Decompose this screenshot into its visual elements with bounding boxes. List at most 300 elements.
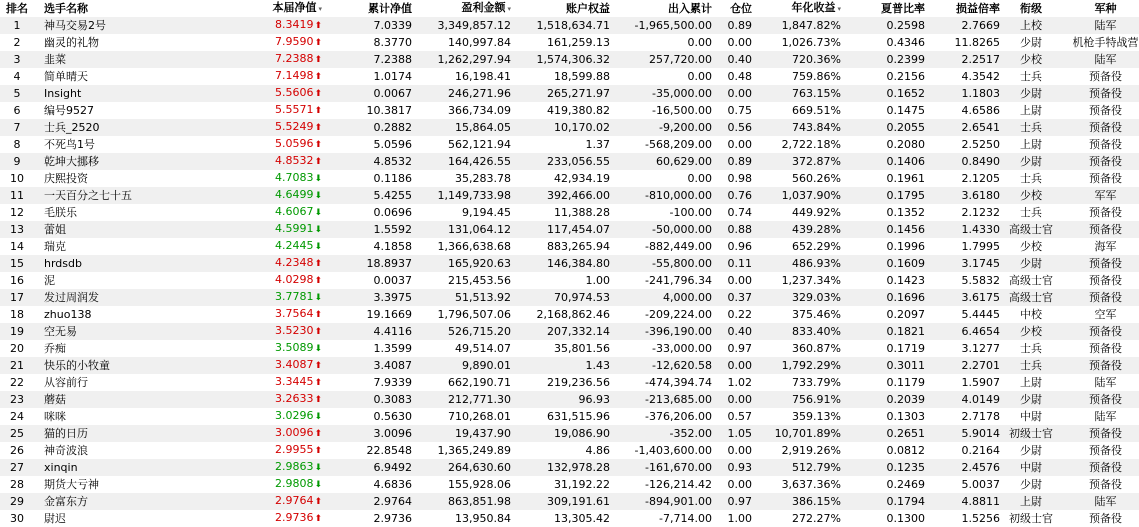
annual-return-cell: 329.03% <box>752 289 841 306</box>
header-rank <box>0 0 34 17</box>
sharpe-cell: 0.4346 <box>841 34 925 51</box>
player-name-cell[interactable]: 神马交易2号 <box>34 17 210 34</box>
position-cell: 0.00 <box>712 34 752 51</box>
branch-cell: 预备役 <box>1062 459 1139 476</box>
annual-return-cell: 2,919.26% <box>752 442 841 459</box>
table-row <box>0 459 1139 476</box>
arrow-up-icon: ⬆ <box>314 514 322 524</box>
annual-return-cell: 359.13% <box>752 408 841 425</box>
player-name-cell[interactable]: 士兵_2520 <box>34 119 210 136</box>
inout-cell: -12,620.58 <box>610 357 712 374</box>
profit-cell: 13,950.84 <box>412 510 511 527</box>
annual-return-cell: 652.29% <box>752 238 841 255</box>
sharpe-cell: 0.1456 <box>841 221 925 238</box>
nav-value: 4.5991 <box>274 222 314 235</box>
profit-cell: 863,851.98 <box>412 493 511 510</box>
rank-title-cell: 少尉 <box>1000 255 1062 272</box>
nav-cell <box>210 272 322 289</box>
arrow-up-icon: ⬆ <box>314 327 322 337</box>
rank-title-cell: 上尉 <box>1000 136 1062 153</box>
arrow-down-icon: ⬇ <box>314 174 322 184</box>
equity-cell: 161,259.13 <box>511 34 610 51</box>
nav-value: 2.9736 <box>274 511 314 524</box>
equity-cell: 146,384.80 <box>511 255 610 272</box>
equity-cell: 207,332.14 <box>511 323 610 340</box>
header-position <box>712 0 752 17</box>
header-label: 夏普比率 <box>881 2 925 15</box>
rank-cell: 29 <box>0 493 34 510</box>
annual-return-cell: 1,792.29% <box>752 357 841 374</box>
player-name-cell[interactable]: hrdsdb <box>34 255 210 272</box>
player-name-cell[interactable]: 期货大亏神 <box>34 476 210 493</box>
player-name-cell[interactable]: 乾坤大挪移 <box>34 153 210 170</box>
nav-value: 3.0096 <box>274 426 314 439</box>
player-name-cell[interactable]: 韭菜 <box>34 51 210 68</box>
inout-cell: 257,720.00 <box>610 51 712 68</box>
player-name-cell[interactable]: 毛朕乐 <box>34 204 210 221</box>
profit-cell: 1,262,297.94 <box>412 51 511 68</box>
sharpe-cell: 0.1961 <box>841 170 925 187</box>
annual-return-cell: 1,847.82% <box>752 17 841 34</box>
header-label: 军种 <box>1094 2 1117 15</box>
nav-cell <box>210 493 322 510</box>
equity-cell: 419,380.82 <box>511 102 610 119</box>
pl-ratio-cell: 1.5256 <box>925 510 1000 527</box>
player-name-cell[interactable]: 蕾姐 <box>34 221 210 238</box>
profit-cell: 9,194.45 <box>412 204 511 221</box>
player-name-cell[interactable]: xinqin <box>34 459 210 476</box>
branch-cell: 预备役 <box>1062 391 1139 408</box>
inout-cell: 0.00 <box>610 170 712 187</box>
position-cell: 0.40 <box>712 51 752 68</box>
header-label: 出入累计 <box>668 2 712 15</box>
nav-value: 2.9808 <box>274 477 314 490</box>
profit-cell: 212,771.30 <box>412 391 511 408</box>
rank-title-cell: 士兵 <box>1000 357 1062 374</box>
player-name-cell[interactable]: 乔痴 <box>34 340 210 357</box>
nav-cell <box>210 459 322 476</box>
position-cell: 1.00 <box>712 510 752 527</box>
nav-value: 4.2348 <box>274 256 314 269</box>
rank-title-cell: 少校 <box>1000 187 1062 204</box>
header-current-nav[interactable] <box>210 0 322 17</box>
position-cell: 0.75 <box>712 102 752 119</box>
nav-cell <box>210 289 322 306</box>
table-row <box>0 119 1139 136</box>
branch-cell: 陆军 <box>1062 493 1139 510</box>
profit-cell: 15,864.05 <box>412 119 511 136</box>
nav-cell <box>210 153 322 170</box>
equity-cell: 265,271.97 <box>511 85 610 102</box>
sharpe-cell: 0.2598 <box>841 17 925 34</box>
profit-cell: 366,734.09 <box>412 102 511 119</box>
cumulative-nav-cell: 7.2388 <box>322 51 412 68</box>
arrow-up-icon: ⬆ <box>314 157 322 167</box>
sharpe-cell: 0.1719 <box>841 340 925 357</box>
arrow-up-icon: ⬆ <box>314 106 322 116</box>
cumulative-nav-cell: 0.3083 <box>322 391 412 408</box>
header-profit[interactable] <box>412 0 511 17</box>
sharpe-cell: 0.1423 <box>841 272 925 289</box>
rank-cell: 15 <box>0 255 34 272</box>
player-name-cell[interactable]: 瑞克 <box>34 238 210 255</box>
cumulative-nav-cell: 0.0696 <box>322 204 412 221</box>
nav-value: 4.6499 <box>274 188 314 201</box>
table-row <box>0 255 1139 272</box>
rank-cell: 20 <box>0 340 34 357</box>
player-name-cell[interactable]: 快乐的小牧童 <box>34 357 210 374</box>
inout-cell: 4,000.00 <box>610 289 712 306</box>
header-label: 排名 <box>6 2 28 15</box>
nav-value: 5.5606 <box>274 86 314 99</box>
rank-cell: 21 <box>0 357 34 374</box>
player-name-cell[interactable]: 庆熙投资 <box>34 170 210 187</box>
inout-cell: -474,394.74 <box>610 374 712 391</box>
table-row <box>0 493 1139 510</box>
player-name-cell[interactable]: 泥 <box>34 272 210 289</box>
nav-value: 4.2445 <box>274 239 314 252</box>
cumulative-nav-cell: 22.8548 <box>322 442 412 459</box>
arrow-up-icon: ⬆ <box>314 310 322 320</box>
equity-cell: 13,305.42 <box>511 510 610 527</box>
inout-cell: -55,800.00 <box>610 255 712 272</box>
nav-cell <box>210 102 322 119</box>
table-row <box>0 221 1139 238</box>
header-annual-return[interactable] <box>752 0 841 17</box>
sharpe-cell: 0.2055 <box>841 119 925 136</box>
pl-ratio-cell: 2.6541 <box>925 119 1000 136</box>
annual-return-cell: 1,026.73% <box>752 34 841 51</box>
player-name-cell[interactable]: 编号9527 <box>34 102 210 119</box>
profit-cell: 164,426.55 <box>412 153 511 170</box>
table-row <box>0 51 1139 68</box>
position-cell: 0.74 <box>712 204 752 221</box>
inout-cell: 60,629.00 <box>610 153 712 170</box>
nav-value: 4.8532 <box>274 154 314 167</box>
arrow-down-icon: ⬇ <box>314 225 322 235</box>
table-row <box>0 442 1139 459</box>
nav-value: 5.0596 <box>274 137 314 150</box>
sharpe-cell: 0.2097 <box>841 306 925 323</box>
rank-cell: 6 <box>0 102 34 119</box>
rank-title-cell: 少校 <box>1000 323 1062 340</box>
sort-icon[interactable]: ▾ <box>507 5 511 13</box>
nav-value: 4.6067 <box>274 205 314 218</box>
rank-title-cell: 初级士官 <box>1000 510 1062 527</box>
profit-cell: 9,890.01 <box>412 357 511 374</box>
pl-ratio-cell: 3.6180 <box>925 187 1000 204</box>
arrow-down-icon: ⬇ <box>314 344 322 354</box>
nav-cell <box>210 340 322 357</box>
position-cell: 0.98 <box>712 170 752 187</box>
nav-cell <box>210 187 322 204</box>
arrow-up-icon: ⬆ <box>314 21 322 31</box>
table-row <box>0 153 1139 170</box>
sharpe-cell: 0.0812 <box>841 442 925 459</box>
nav-cell <box>210 136 322 153</box>
pl-ratio-cell: 4.6586 <box>925 102 1000 119</box>
player-name-cell[interactable]: 简单晴天 <box>34 68 210 85</box>
position-cell: 0.97 <box>712 493 752 510</box>
equity-cell: 42,934.19 <box>511 170 610 187</box>
arrow-up-icon: ⬆ <box>314 361 322 371</box>
annual-return-cell: 2,722.18% <box>752 136 841 153</box>
rank-cell: 4 <box>0 68 34 85</box>
equity-cell: 1.43 <box>511 357 610 374</box>
sort-icon[interactable]: ▾ <box>837 5 841 13</box>
cumulative-nav-cell: 1.3599 <box>322 340 412 357</box>
rank-cell: 25 <box>0 425 34 442</box>
arrow-down-icon: ⬇ <box>314 191 322 201</box>
arrow-up-icon: ⬆ <box>314 55 322 65</box>
cumulative-nav-cell: 4.1858 <box>322 238 412 255</box>
rank-title-cell: 上尉 <box>1000 102 1062 119</box>
cumulative-nav-cell: 10.3817 <box>322 102 412 119</box>
nav-value: 7.2388 <box>274 52 314 65</box>
rank-title-cell: 少校 <box>1000 51 1062 68</box>
header-label: 衔级 <box>1020 2 1042 15</box>
nav-cell <box>210 442 322 459</box>
rank-cell: 17 <box>0 289 34 306</box>
pl-ratio-cell: 5.0037 <box>925 476 1000 493</box>
position-cell: 0.96 <box>712 238 752 255</box>
player-name-cell[interactable]: 一天百分之七十五 <box>34 187 210 204</box>
player-name-cell[interactable]: 幽灵的礼物 <box>34 34 210 51</box>
annual-return-cell: 512.79% <box>752 459 841 476</box>
branch-cell: 预备役 <box>1062 289 1139 306</box>
header-rank-title <box>1000 0 1062 17</box>
pl-ratio-cell: 4.8811 <box>925 493 1000 510</box>
sharpe-cell: 0.2651 <box>841 425 925 442</box>
equity-cell: 19,086.90 <box>511 425 610 442</box>
rank-cell: 8 <box>0 136 34 153</box>
nav-value: 4.7083 <box>274 171 314 184</box>
nav-value: 3.0296 <box>274 409 314 422</box>
header-sharpe <box>841 0 925 17</box>
player-name-cell[interactable]: 空无易 <box>34 323 210 340</box>
branch-cell: 预备役 <box>1062 153 1139 170</box>
equity-cell: 132,978.28 <box>511 459 610 476</box>
pl-ratio-cell: 0.8490 <box>925 153 1000 170</box>
rank-cell: 27 <box>0 459 34 476</box>
table-row <box>0 289 1139 306</box>
position-cell: 0.00 <box>712 272 752 289</box>
rank-title-cell: 高级士官 <box>1000 289 1062 306</box>
rank-cell: 22 <box>0 374 34 391</box>
cumulative-nav-cell: 18.8937 <box>322 255 412 272</box>
position-cell: 0.00 <box>712 442 752 459</box>
branch-cell: 预备役 <box>1062 476 1139 493</box>
profit-cell: 1,365,249.89 <box>412 442 511 459</box>
player-name-cell[interactable]: zhuo138 <box>34 306 210 323</box>
inout-cell: -209,224.00 <box>610 306 712 323</box>
nav-cell <box>210 306 322 323</box>
sharpe-cell: 0.1475 <box>841 102 925 119</box>
branch-cell: 空军 <box>1062 306 1139 323</box>
inout-cell: -9,200.00 <box>610 119 712 136</box>
player-name-cell[interactable]: Insight <box>34 85 210 102</box>
inout-cell: -352.00 <box>610 425 712 442</box>
pl-ratio-cell: 2.1232 <box>925 204 1000 221</box>
profit-cell: 215,453.56 <box>412 272 511 289</box>
player-name-cell[interactable]: 咪咪 <box>34 408 210 425</box>
annual-return-cell: 486.93% <box>752 255 841 272</box>
rank-title-cell: 中尉 <box>1000 408 1062 425</box>
nav-cell <box>210 238 322 255</box>
inout-cell: -396,190.00 <box>610 323 712 340</box>
rank-cell: 19 <box>0 323 34 340</box>
inout-cell: -100.00 <box>610 204 712 221</box>
profit-cell: 140,997.84 <box>412 34 511 51</box>
equity-cell: 1,518,634.71 <box>511 17 610 34</box>
sharpe-cell: 0.1406 <box>841 153 925 170</box>
sharpe-cell: 0.1996 <box>841 238 925 255</box>
rank-title-cell: 中尉 <box>1000 459 1062 476</box>
equity-cell: 4.86 <box>511 442 610 459</box>
pl-ratio-cell: 4.0149 <box>925 391 1000 408</box>
cumulative-nav-cell: 2.9736 <box>322 510 412 527</box>
player-name-cell[interactable]: 不死鸟1号 <box>34 136 210 153</box>
sharpe-cell: 0.2156 <box>841 68 925 85</box>
inout-cell: -241,796.34 <box>610 272 712 289</box>
equity-cell: 96.93 <box>511 391 610 408</box>
nav-cell <box>210 85 322 102</box>
profit-cell: 165,920.63 <box>412 255 511 272</box>
rank-title-cell: 初级士官 <box>1000 425 1062 442</box>
pl-ratio-cell: 3.1745 <box>925 255 1000 272</box>
annual-return-cell: 449.92% <box>752 204 841 221</box>
rank-cell: 10 <box>0 170 34 187</box>
inout-cell: -126,214.42 <box>610 476 712 493</box>
nav-value: 7.9590 <box>274 35 314 48</box>
player-name-cell[interactable]: 发过周润发 <box>34 289 210 306</box>
position-cell: 0.37 <box>712 289 752 306</box>
annual-return-cell: 375.46% <box>752 306 841 323</box>
cumulative-nav-cell: 0.0037 <box>322 272 412 289</box>
position-cell: 0.89 <box>712 153 752 170</box>
player-name-cell[interactable]: 金富东方 <box>34 493 210 510</box>
nav-value: 2.9764 <box>274 494 314 507</box>
branch-cell: 预备役 <box>1062 68 1139 85</box>
position-cell: 0.89 <box>712 17 752 34</box>
cumulative-nav-cell: 1.0174 <box>322 68 412 85</box>
rank-title-cell: 士兵 <box>1000 68 1062 85</box>
nav-value: 8.3419 <box>274 18 314 31</box>
rank-cell: 26 <box>0 442 34 459</box>
header-label: 盈利金额 <box>461 1 506 14</box>
table-row <box>0 510 1139 527</box>
equity-cell: 2,168,862.46 <box>511 306 610 323</box>
inout-cell: -16,500.00 <box>610 102 712 119</box>
annual-return-cell: 386.15% <box>752 493 841 510</box>
player-name-cell[interactable]: 尉迟 <box>34 510 210 527</box>
inout-cell: -1,965,500.00 <box>610 17 712 34</box>
branch-cell: 预备役 <box>1062 442 1139 459</box>
profit-cell: 526,715.20 <box>412 323 511 340</box>
header-label: 账户权益 <box>566 2 610 15</box>
position-cell: 0.48 <box>712 68 752 85</box>
sharpe-cell: 0.1179 <box>841 374 925 391</box>
arrow-up-icon: ⬆ <box>314 429 322 439</box>
profit-cell: 155,928.06 <box>412 476 511 493</box>
nav-value: 2.9955 <box>274 443 314 456</box>
equity-cell: 11,388.28 <box>511 204 610 221</box>
rank-title-cell: 上校 <box>1000 17 1062 34</box>
header-label: 累计净值 <box>368 2 412 15</box>
rank-cell: 28 <box>0 476 34 493</box>
profit-cell: 1,149,733.98 <box>412 187 511 204</box>
branch-cell: 预备役 <box>1062 136 1139 153</box>
annual-return-cell: 720.36% <box>752 51 841 68</box>
header-player-name <box>34 0 210 17</box>
profit-cell: 51,513.92 <box>412 289 511 306</box>
rank-cell: 11 <box>0 187 34 204</box>
rank-title-cell: 少尉 <box>1000 153 1062 170</box>
branch-cell: 陆军 <box>1062 374 1139 391</box>
sharpe-cell: 0.2039 <box>841 391 925 408</box>
annual-return-cell: 733.79% <box>752 374 841 391</box>
sharpe-cell: 0.1352 <box>841 204 925 221</box>
sharpe-cell: 0.2080 <box>841 136 925 153</box>
rank-cell: 2 <box>0 34 34 51</box>
pl-ratio-cell: 3.1277 <box>925 340 1000 357</box>
inout-cell: -33,000.00 <box>610 340 712 357</box>
annual-return-cell: 756.91% <box>752 391 841 408</box>
sort-icon[interactable]: ▾ <box>318 5 322 13</box>
cumulative-nav-cell: 1.5592 <box>322 221 412 238</box>
cumulative-nav-cell: 5.0596 <box>322 136 412 153</box>
equity-cell: 31,192.22 <box>511 476 610 493</box>
equity-cell: 392,466.00 <box>511 187 610 204</box>
pl-ratio-cell: 2.7669 <box>925 17 1000 34</box>
position-cell: 0.00 <box>712 85 752 102</box>
rank-cell: 12 <box>0 204 34 221</box>
pl-ratio-cell: 4.3542 <box>925 68 1000 85</box>
sharpe-cell: 0.2399 <box>841 51 925 68</box>
player-name-cell[interactable]: 从容前行 <box>34 374 210 391</box>
cumulative-nav-cell: 8.3770 <box>322 34 412 51</box>
player-name-cell[interactable]: 神奇波浪 <box>34 442 210 459</box>
table-row <box>0 408 1139 425</box>
profit-cell: 246,271.96 <box>412 85 511 102</box>
nav-cell <box>210 408 322 425</box>
annual-return-cell: 10,701.89% <box>752 425 841 442</box>
rank-cell: 13 <box>0 221 34 238</box>
nav-cell <box>210 204 322 221</box>
branch-cell: 预备役 <box>1062 221 1139 238</box>
rank-cell: 3 <box>0 51 34 68</box>
player-name-cell[interactable]: 猫的日历 <box>34 425 210 442</box>
equity-cell: 18,599.88 <box>511 68 610 85</box>
nav-value: 5.5571 <box>274 103 314 116</box>
rank-title-cell: 少校 <box>1000 238 1062 255</box>
annual-return-cell: 1,237.34% <box>752 272 841 289</box>
pl-ratio-cell: 1.4330 <box>925 221 1000 238</box>
position-cell: 0.22 <box>712 306 752 323</box>
rank-title-cell: 上尉 <box>1000 374 1062 391</box>
arrow-down-icon: ⬇ <box>314 293 322 303</box>
profit-cell: 19,437.90 <box>412 425 511 442</box>
nav-cell <box>210 51 322 68</box>
position-cell: 0.76 <box>712 187 752 204</box>
branch-cell: 预备役 <box>1062 119 1139 136</box>
arrow-down-icon: ⬇ <box>314 208 322 218</box>
player-name-cell[interactable]: 蘑菇 <box>34 391 210 408</box>
equity-cell: 631,515.96 <box>511 408 610 425</box>
nav-value: 3.7781 <box>274 290 314 303</box>
position-cell: 0.00 <box>712 476 752 493</box>
pl-ratio-cell: 1.1803 <box>925 85 1000 102</box>
